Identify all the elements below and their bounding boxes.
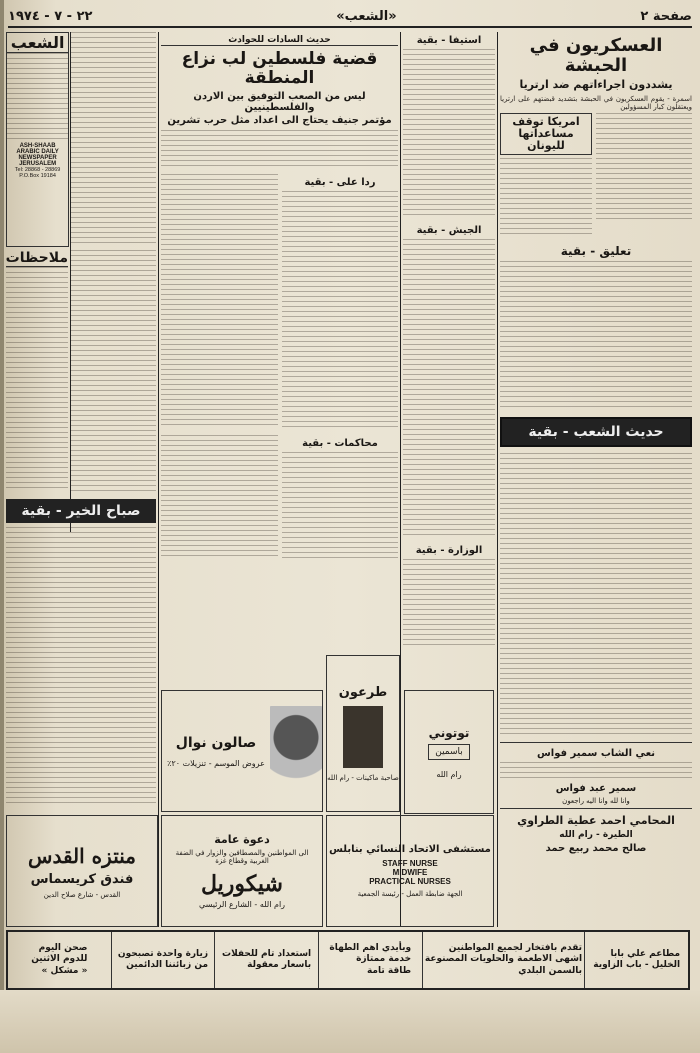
text-block [282, 191, 398, 431]
subhead-eritrea: يشددون اجراءاتهم ضد ارتريا [519, 77, 673, 91]
text-block [161, 130, 398, 170]
hotel-name: فندق كريسماس [30, 871, 134, 887]
invite-text: الى المواطنين والمصطافين والزوار في الضفة الغربية وقطاع غزة [175, 849, 309, 865]
contact-info: Tel: 28868 - 28869 P.O.Box 19184 [14, 167, 61, 179]
deck-jordan: ليس من الصعب التوفيق بين الاردن والفلسطينيين [193, 91, 366, 114]
shekoril-place: رام الله - الشارع الرئيسي [198, 900, 286, 909]
subhead-army: الجيش - بقية [416, 225, 482, 236]
qudsi-title: منتزه القدس [28, 843, 136, 868]
strip-cell-4: استعداد تام للحفلات باسعار معقولة [214, 932, 318, 988]
kicker: حديث السادات للحوادث [161, 35, 398, 46]
lawyer-name: صالح محمد ربيع حمد [545, 842, 647, 854]
ad-salon [161, 690, 323, 812]
issue-date: ٢٢ - ٧ - ١٩٧٤ [8, 8, 93, 24]
notes-heading: ملاحظات [5, 250, 68, 266]
page-margin [0, 990, 700, 1053]
ad-qudsi [6, 815, 158, 927]
text-block [500, 453, 692, 738]
obituary-name: سمير عبد فواس [555, 782, 637, 794]
text-block [403, 559, 495, 649]
ad-totoni-sub: باسمين [428, 744, 470, 760]
subhead-reply: ردا على - بقية [304, 177, 376, 189]
logo-english: ASH-SHAAB ARABIC DAILY NEWSPAPER JERUSALEM [16, 143, 59, 167]
strip-cell-3: وبأيدي اهم الطهاة خدمة ممتازة طاقة تامة [318, 932, 422, 988]
subhead-ministry: الوزارة - بقية [415, 545, 483, 556]
banner-morning: صباح الخير - بقية [6, 499, 156, 523]
masthead [8, 6, 692, 28]
text-block [161, 174, 278, 429]
hotel-address: القدس - شارع صلاح الدين [43, 890, 121, 899]
ad-salon-offer: عروض الموسم - تنزيلات ٢٠٪ [167, 758, 265, 768]
column-rule [400, 32, 401, 927]
text-block [6, 267, 68, 492]
text-block [403, 49, 495, 219]
paper-logo: الشعب [7, 33, 68, 53]
headline-ethiopia: العسكريون في الحبشة [529, 35, 663, 76]
shekoril-brand: شيكوريل [201, 871, 283, 897]
text-block [500, 762, 692, 780]
text-block [71, 32, 156, 247]
subhead-comment: تعليق - بقية [560, 243, 632, 258]
subhead-trials: محاكمات - بقية [302, 438, 378, 450]
strip-cell-2: تقدم بافتخار لجميع المواطنين اشهى الاطعمة والحلويات المصنوعة بالسمن البلدي [422, 932, 585, 988]
text-block [7, 53, 68, 143]
banner-hadith: حديث الشعب - بقية [500, 417, 692, 447]
ad-hospital [326, 815, 494, 927]
column-rule [158, 32, 159, 927]
ad-taroun [326, 655, 400, 812]
ad-totoni [404, 690, 494, 814]
hospital-title: مستشفى الاتحاد النسائي بنابلس [329, 844, 491, 855]
lawyer-title: المحامي احمد عطية الطراوي [517, 813, 675, 827]
ad-totoni-place: رام الله [436, 769, 462, 779]
ad-salon-title: صالون نوال [175, 734, 257, 751]
strip-cell-1: مطاعم علي بابا الخليل - باب الزاوية [584, 932, 688, 988]
text-block [500, 158, 592, 236]
obituary-closing: وانا لله وانا اليه راجعون [562, 796, 630, 805]
obituary-title: نعي الشاب سمير فواس [536, 747, 655, 759]
ad-totoni-title: توتوني [428, 725, 470, 740]
hospital-footer: الجهة ضابطة العمل - رئيسة الجمعية [357, 890, 463, 898]
ad-taroun-place: صاحبة ماكينات - رام الله [327, 774, 399, 782]
text-block [282, 452, 398, 562]
lawyer-place: الطيرة - رام الله [559, 829, 633, 840]
text-block [70, 250, 156, 495]
hospital-positions: STAFF NURSE MIDWIFE PRACTICAL NURSES [369, 859, 451, 886]
text-block [403, 239, 495, 539]
subhead-greece: امريكا توقف مساعداتها لليونان [500, 113, 592, 155]
deck-geneva: مؤتمر جنيف يحتاج الى اعداد مثل حرب تشرين [167, 115, 392, 127]
text-block [161, 435, 278, 560]
ad-invitation [161, 815, 323, 927]
right-column [500, 32, 692, 927]
text-block [500, 261, 692, 411]
page-edge [0, 0, 4, 1053]
bottom-ad-strip [6, 930, 690, 990]
logo-box [6, 32, 69, 247]
strip-cell-6: صحن اليوم للدوم الاثنين « مشكل » [31, 943, 88, 976]
strip-cell-5: زيارة واحدة تصبحون من زبائننا الدائمين [111, 932, 215, 988]
column-rule [497, 32, 498, 927]
page-number: صفحة ٢ [640, 8, 692, 24]
invite-title: دعوة عامة [214, 833, 270, 846]
article-lead: اسمرة - يقوم العسكريون في الحبشة بتشديد قبضتهم على ارتريا ويعتقلون كبار المسؤولين [500, 94, 692, 111]
headline-palestine: قضية فلسطين لب نزاع المنطقة [181, 49, 378, 88]
ad-taroun-brand: طرعون [338, 685, 388, 700]
text-block [6, 527, 156, 807]
text-block [596, 113, 692, 223]
woman-portrait [270, 706, 322, 796]
paper-name: «الشعب» [336, 8, 397, 24]
product-image [343, 706, 383, 768]
left-column [6, 32, 156, 927]
subhead-estiva: استيفا - بقية [416, 35, 482, 46]
